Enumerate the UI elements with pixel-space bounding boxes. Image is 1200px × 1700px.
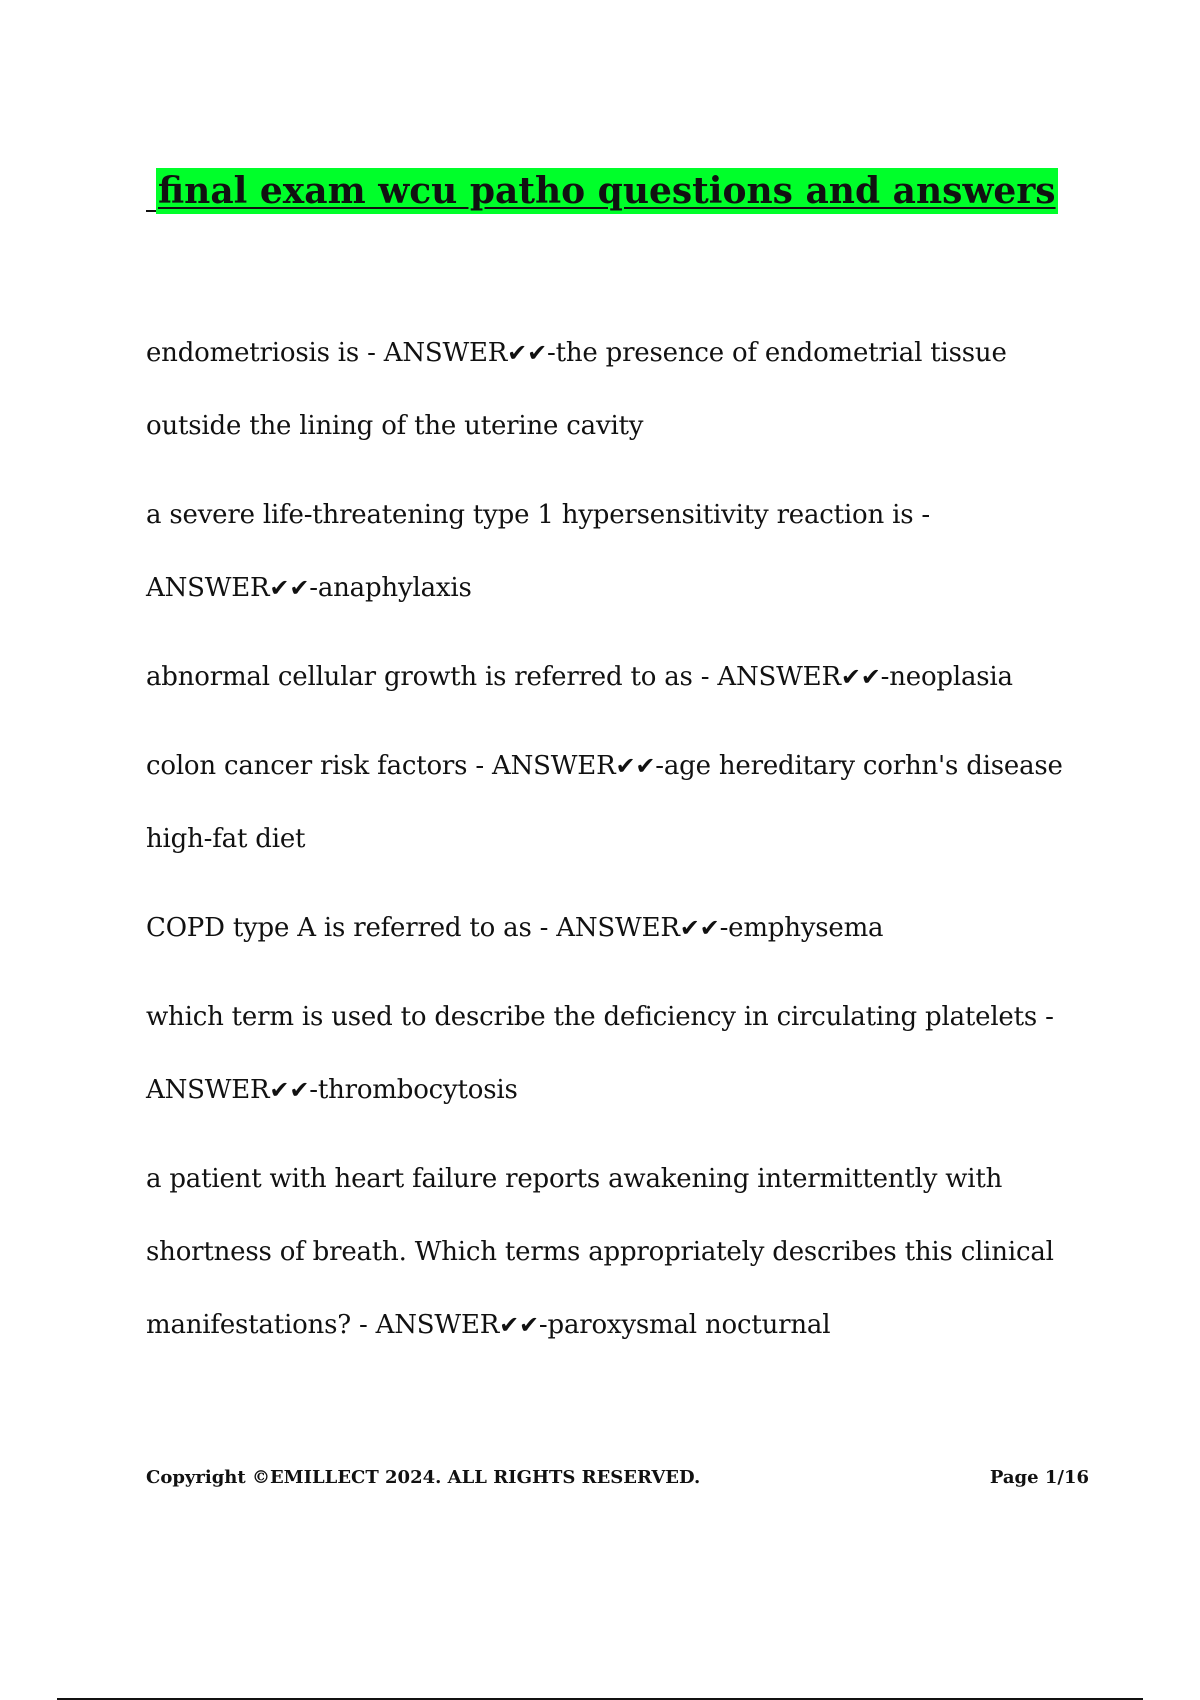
answer-text: -neoplasia: [880, 662, 1013, 692]
qa-item: [146, 641, 1096, 714]
qa-item: [146, 730, 1096, 876]
qa-item: [146, 479, 1096, 625]
page-footer: [146, 1467, 1089, 1488]
question-text: COPD type A is referred to as - ANSWER: [146, 913, 680, 943]
checkmark-icon: ✔✔: [269, 1076, 310, 1104]
question-text: a patient with heart failure reports awakening intermittently with shortness of breath. Which terms appropriately describes this clinical manifestations? - ANSWER: [146, 1164, 1054, 1340]
answer-text: -age hereditary corhn's disease high-fat diet: [146, 751, 1063, 854]
checkmark-icon: ✔✔: [499, 1311, 539, 1339]
title-underscore: [146, 210, 156, 212]
checkmark-icon: ✔✔: [269, 574, 310, 602]
answer-text: -anaphylaxis: [309, 573, 472, 603]
question-text: a severe life-threatening type 1 hypersensitivity reaction is - ANSWER: [146, 500, 930, 603]
page-title: final exam wcu patho questions and answers: [158, 170, 1056, 212]
checkmark-icon: ✔✔: [507, 339, 547, 367]
checkmark-icon: ✔✔: [840, 663, 881, 691]
checkmark-icon: ✔✔: [679, 914, 720, 942]
checkmark-icon: ✔✔: [615, 752, 656, 780]
answer-text: -the presence of endometrial tissue outside the lining of the uterine cavity: [146, 338, 1007, 441]
question-text: abnormal cellular growth is referred to as - ANSWER: [146, 662, 841, 692]
question-text: endometriosis is - ANSWER: [146, 338, 508, 368]
qa-item: [146, 1143, 1096, 1362]
answer-text: -thrombocytosis: [309, 1075, 518, 1105]
qa-item: [146, 981, 1096, 1127]
answer-text: -paroxysmal nocturnal: [538, 1310, 831, 1340]
answer-text: -emphysema: [719, 913, 884, 943]
copyright-text: Copyright ©EMILLECT 2024. ALL RIGHTS RESERVED.: [146, 1467, 701, 1488]
qa-list: [146, 317, 1096, 1378]
question-text: which term is used to describe the deficiency in circulating platelets - ANSWER: [146, 1002, 1054, 1105]
qa-item: [146, 317, 1096, 463]
question-text: colon cancer risk factors - ANSWER: [146, 751, 616, 781]
qa-item: [146, 892, 1096, 965]
page-number: Page 1/16: [989, 1467, 1089, 1488]
title-block: [146, 168, 1058, 214]
